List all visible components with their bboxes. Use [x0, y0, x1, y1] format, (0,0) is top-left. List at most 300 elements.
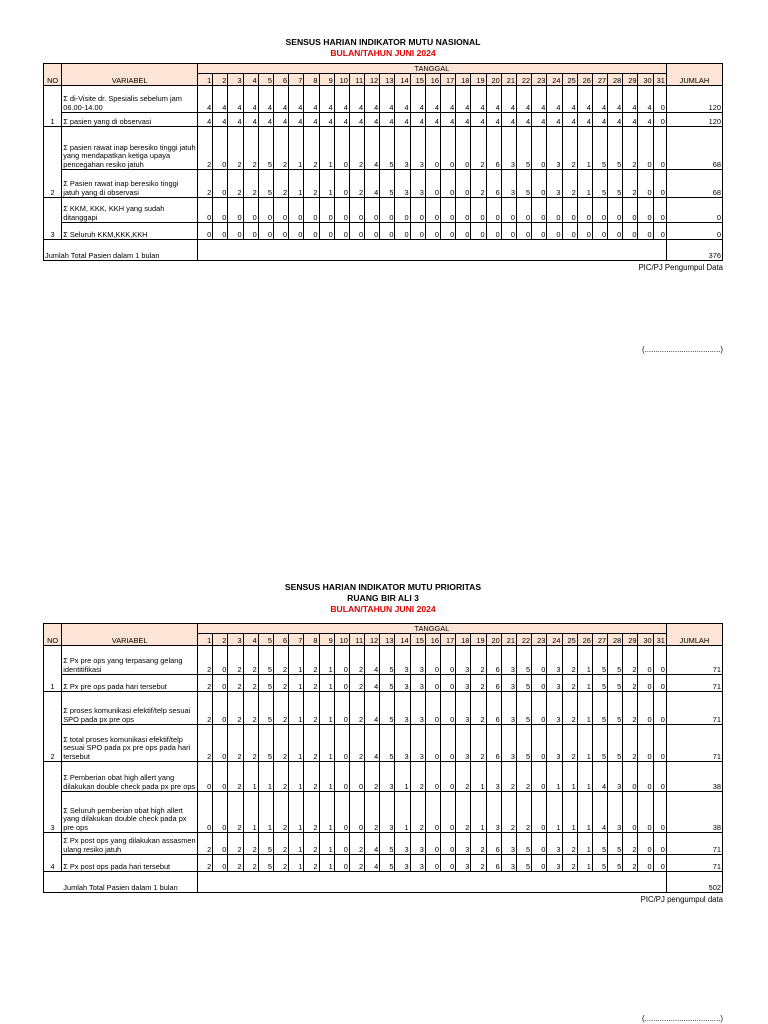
daily-value: 4 — [623, 113, 638, 127]
daily-value: 4 — [258, 86, 273, 113]
daily-value: 0 — [425, 223, 440, 240]
daily-value: 4 — [608, 113, 623, 127]
day-cell: 26 — [577, 74, 592, 86]
daily-value: 4 — [304, 113, 319, 127]
daily-value: 2 — [228, 675, 243, 692]
variable-label: Σ pasien yang di observasi — [62, 113, 198, 127]
daily-value: 1 — [289, 855, 304, 872]
daily-value: 2 — [365, 762, 380, 792]
daily-value: 0 — [198, 792, 213, 833]
daily-value: 2 — [228, 855, 243, 872]
daily-value: 2 — [198, 692, 213, 725]
daily-value: 4 — [577, 86, 592, 113]
daily-value: 4 — [456, 113, 471, 127]
daily-value: 0 — [638, 855, 653, 872]
variable-label: Σ KKM, KKK, KKH yang sudah ditanggapi — [62, 198, 198, 223]
daily-value: 4 — [395, 113, 410, 127]
daily-value: 3 — [608, 762, 623, 792]
daily-value: 0 — [653, 833, 666, 855]
section-indikator-nasional — [43, 37, 723, 354]
daily-value: 3 — [501, 833, 516, 855]
daily-value: 2 — [273, 675, 288, 692]
daily-value: 6 — [486, 833, 501, 855]
daily-value: 0 — [532, 762, 547, 792]
day-cell: 23 — [532, 74, 547, 86]
day-cell: 9 — [319, 634, 334, 646]
daily-value: 1 — [577, 127, 592, 170]
daily-value: 5 — [258, 692, 273, 725]
daily-value: 5 — [592, 646, 607, 675]
daily-value: 4 — [532, 113, 547, 127]
daily-value: 4 — [334, 113, 349, 127]
daily-value: 0 — [304, 198, 319, 223]
table1-period: BULAN/TAHUN JUNI 2024 — [330, 48, 436, 58]
daily-value: 2 — [471, 855, 486, 872]
day-cell: 29 — [623, 74, 638, 86]
daily-value: 2 — [410, 792, 425, 833]
daily-value: 2 — [228, 833, 243, 855]
row-number: 2 — [44, 692, 62, 762]
daily-value: 0 — [273, 198, 288, 223]
daily-value: 5 — [258, 127, 273, 170]
row-number: 2 — [44, 127, 62, 198]
daily-value: 1 — [289, 692, 304, 725]
daily-value: 1 — [577, 725, 592, 762]
daily-value: 0 — [425, 762, 440, 792]
table2-header-row — [44, 624, 723, 634]
daily-value: 0 — [334, 762, 349, 792]
daily-value: 4 — [425, 86, 440, 113]
daily-value: 3 — [410, 833, 425, 855]
daily-value: 0 — [198, 223, 213, 240]
daily-value: 5 — [258, 646, 273, 675]
daily-value: 3 — [410, 170, 425, 198]
day-cell: 30 — [638, 634, 653, 646]
daily-value: 4 — [532, 86, 547, 113]
daily-value: 2 — [304, 792, 319, 833]
daily-value: 1 — [319, 762, 334, 792]
daily-value: 0 — [228, 198, 243, 223]
daily-value: 4 — [365, 86, 380, 113]
variable-label: Σ Px post ops pada hari tersebut — [62, 855, 198, 872]
daily-value: 5 — [258, 675, 273, 692]
day-cell: 4 — [243, 634, 258, 646]
daily-value: 2 — [304, 762, 319, 792]
day-cell: 16 — [425, 74, 440, 86]
daily-value: 0 — [638, 792, 653, 833]
daily-value: 0 — [213, 675, 228, 692]
daily-value: 2 — [228, 762, 243, 792]
daily-value: 0 — [441, 170, 456, 198]
daily-value: 0 — [289, 223, 304, 240]
daily-value: 2 — [198, 675, 213, 692]
table1-total-row — [44, 240, 723, 261]
row-total: 38 — [666, 792, 722, 833]
daily-value: 3 — [410, 675, 425, 692]
daily-value: 0 — [441, 223, 456, 240]
day-cell: 22 — [516, 74, 531, 86]
daily-value: 6 — [486, 127, 501, 170]
daily-value: 0 — [198, 198, 213, 223]
daily-value: 2 — [562, 833, 577, 855]
daily-value: 1 — [577, 170, 592, 198]
daily-value: 3 — [547, 127, 562, 170]
daily-value: 0 — [638, 762, 653, 792]
daily-value: 5 — [516, 127, 531, 170]
daily-value: 4 — [349, 113, 364, 127]
daily-value: 0 — [395, 223, 410, 240]
header-variabel: VARIABEL — [62, 64, 198, 86]
daily-value: 1 — [319, 127, 334, 170]
daily-value: 6 — [486, 725, 501, 762]
daily-value: 0 — [516, 223, 531, 240]
total-label: Jumlah Total Pasien dalam 1 bulan — [44, 240, 198, 261]
day-cell: 8 — [304, 74, 319, 86]
daily-value: 2 — [243, 646, 258, 675]
day-cell: 24 — [547, 74, 562, 86]
daily-value: 5 — [380, 170, 395, 198]
daily-value: 5 — [592, 675, 607, 692]
row-number: 4 — [44, 833, 62, 872]
daily-value: 0 — [441, 692, 456, 725]
daily-value: 0 — [441, 762, 456, 792]
daily-value: 3 — [456, 725, 471, 762]
daily-value: 4 — [365, 855, 380, 872]
daily-value: 4 — [243, 86, 258, 113]
daily-value: 4 — [471, 113, 486, 127]
daily-value: 2 — [516, 762, 531, 792]
daily-value: 2 — [349, 127, 364, 170]
daily-value: 0 — [501, 198, 516, 223]
daily-value: 2 — [471, 725, 486, 762]
daily-value: 1 — [547, 762, 562, 792]
daily-value: 4 — [501, 86, 516, 113]
day-cell: 27 — [592, 634, 607, 646]
daily-value: 5 — [380, 833, 395, 855]
daily-value: 5 — [592, 855, 607, 872]
daily-value: 2 — [456, 762, 471, 792]
daily-value: 0 — [198, 762, 213, 792]
daily-value: 2 — [623, 692, 638, 725]
daily-value: 0 — [258, 223, 273, 240]
day-cell: 25 — [562, 74, 577, 86]
daily-value: 0 — [532, 675, 547, 692]
daily-value: 0 — [334, 198, 349, 223]
variable-label: Σ proses komunikasi efektif/telp sesuai SPO pada px pre ops — [62, 692, 198, 725]
daily-value: 2 — [198, 855, 213, 872]
daily-value: 4 — [562, 86, 577, 113]
variable-label: Σ Px pre ops pada hari tersebut — [62, 675, 198, 692]
daily-value: 1 — [577, 833, 592, 855]
daily-value: 3 — [501, 646, 516, 675]
row-total: 71 — [666, 692, 722, 725]
daily-value: 0 — [213, 792, 228, 833]
daily-value: 2 — [365, 792, 380, 833]
daily-value: 4 — [228, 86, 243, 113]
daily-value: 0 — [653, 675, 666, 692]
daily-value: 5 — [516, 855, 531, 872]
daily-value: 1 — [319, 646, 334, 675]
day-cell: 27 — [592, 74, 607, 86]
daily-value: 5 — [592, 725, 607, 762]
daily-value: 2 — [243, 127, 258, 170]
daily-value: 4 — [273, 86, 288, 113]
daily-value: 0 — [532, 692, 547, 725]
daily-value: 0 — [592, 198, 607, 223]
indicator-row — [44, 855, 723, 872]
daily-value: 2 — [349, 646, 364, 675]
daily-value: 4 — [562, 113, 577, 127]
daily-value: 3 — [608, 792, 623, 833]
day-cell: 22 — [516, 634, 531, 646]
daily-value: 0 — [441, 127, 456, 170]
variable-label: Σ Pemberian obat high allert yang dilakukan double check pada px pre ops — [62, 762, 198, 792]
daily-value: 1 — [577, 855, 592, 872]
daily-value: 1 — [471, 762, 486, 792]
daily-value: 3 — [501, 692, 516, 725]
header-jumlah: JUMLAH — [666, 64, 722, 86]
daily-value: 4 — [365, 113, 380, 127]
daily-value: 4 — [198, 86, 213, 113]
daily-value: 2 — [501, 762, 516, 792]
daily-value: 2 — [349, 833, 364, 855]
daily-value: 0 — [334, 170, 349, 198]
daily-value: 0 — [653, 170, 666, 198]
variable-label: Σ pasien rawat inap beresiko tinggi jatuh yang mendapatkan ketiga upaya pencegahan resiko jatuh — [62, 127, 198, 170]
day-cell: 28 — [608, 634, 623, 646]
daily-value: 2 — [562, 675, 577, 692]
table2-title: SENSUS HARIAN INDIKATOR MUTU PRIORITAS — [284, 582, 482, 592]
daily-value: 4 — [349, 86, 364, 113]
daily-value: 0 — [592, 223, 607, 240]
day-cell: 10 — [334, 74, 349, 86]
daily-value: 0 — [486, 198, 501, 223]
indicator-row — [44, 170, 723, 198]
daily-value: 0 — [501, 223, 516, 240]
daily-value: 4 — [365, 675, 380, 692]
table2-body — [44, 646, 723, 872]
daily-value: 5 — [592, 127, 607, 170]
daily-value: 4 — [395, 86, 410, 113]
daily-value: 5 — [380, 675, 395, 692]
daily-value: 0 — [623, 762, 638, 792]
daily-value: 1 — [319, 675, 334, 692]
daily-value: 1 — [395, 792, 410, 833]
daily-value: 5 — [608, 855, 623, 872]
daily-value: 2 — [273, 127, 288, 170]
daily-value: 0 — [365, 223, 380, 240]
day-cell: 19 — [471, 74, 486, 86]
daily-value: 5 — [516, 170, 531, 198]
day-cell: 7 — [289, 634, 304, 646]
indicator-row — [44, 113, 723, 127]
indicator-row — [44, 646, 723, 675]
daily-value: 3 — [410, 127, 425, 170]
daily-value: 0 — [334, 127, 349, 170]
daily-value: 0 — [349, 762, 364, 792]
day-cell: 17 — [441, 74, 456, 86]
daily-value: 5 — [592, 833, 607, 855]
daily-value: 0 — [319, 198, 334, 223]
daily-value: 4 — [365, 725, 380, 762]
daily-value: 0 — [319, 223, 334, 240]
row-number: 1 — [44, 86, 62, 127]
day-cell: 9 — [319, 74, 334, 86]
daily-value: 0 — [441, 725, 456, 762]
daily-value: 4 — [471, 86, 486, 113]
daily-value: 0 — [532, 725, 547, 762]
daily-value: 1 — [319, 725, 334, 762]
daily-value: 3 — [456, 675, 471, 692]
daily-value: 4 — [623, 86, 638, 113]
daily-value: 2 — [410, 762, 425, 792]
daily-value: 1 — [319, 170, 334, 198]
daily-value: 0 — [547, 198, 562, 223]
daily-value: 2 — [471, 646, 486, 675]
daily-value: 0 — [653, 223, 666, 240]
indicator-row — [44, 692, 723, 725]
daily-value: 0 — [213, 692, 228, 725]
daily-value: 4 — [425, 113, 440, 127]
daily-value: 2 — [243, 170, 258, 198]
day-cell: 13 — [380, 634, 395, 646]
daily-value: 4 — [319, 86, 334, 113]
day-cell: 14 — [395, 74, 410, 86]
daily-value: 4 — [441, 113, 456, 127]
daily-value: 3 — [547, 692, 562, 725]
daily-value: 0 — [638, 692, 653, 725]
header-no: NO — [44, 624, 62, 646]
daily-value: 3 — [395, 675, 410, 692]
daily-value: 2 — [243, 855, 258, 872]
daily-value: 2 — [228, 127, 243, 170]
daily-value: 6 — [486, 170, 501, 198]
day-cell: 6 — [273, 634, 288, 646]
daily-value: 3 — [395, 127, 410, 170]
daily-value: 3 — [547, 833, 562, 855]
day-cell: 20 — [486, 634, 501, 646]
day-cell: 15 — [410, 74, 425, 86]
daily-value: 0 — [456, 127, 471, 170]
row-total: 71 — [666, 725, 722, 762]
daily-value: 2 — [304, 127, 319, 170]
daily-value: 4 — [608, 86, 623, 113]
daily-value: 2 — [243, 725, 258, 762]
daily-value: 0 — [425, 792, 440, 833]
table2-total-row — [44, 872, 723, 893]
daily-value: 1 — [577, 792, 592, 833]
daily-value: 0 — [213, 223, 228, 240]
daily-value: 0 — [456, 198, 471, 223]
daily-value: 3 — [501, 725, 516, 762]
indicator-row — [44, 675, 723, 692]
daily-value: 3 — [501, 127, 516, 170]
daily-value: 4 — [319, 113, 334, 127]
day-cell: 31 — [653, 634, 666, 646]
daily-value: 1 — [319, 855, 334, 872]
daily-value: 5 — [608, 833, 623, 855]
daily-value: 2 — [198, 170, 213, 198]
daily-value: 5 — [608, 646, 623, 675]
daily-value: 3 — [547, 675, 562, 692]
daily-value: 0 — [273, 223, 288, 240]
daily-value: 4 — [380, 86, 395, 113]
daily-value: 0 — [334, 792, 349, 833]
daily-value: 2 — [304, 833, 319, 855]
daily-value: 3 — [380, 762, 395, 792]
daily-value: 3 — [456, 692, 471, 725]
daily-value: 4 — [243, 113, 258, 127]
daily-value: 3 — [395, 725, 410, 762]
row-total: 71 — [666, 675, 722, 692]
header-variabel: VARIABEL — [62, 624, 198, 646]
daily-value: 0 — [380, 198, 395, 223]
total-value: 502 — [666, 872, 722, 893]
total-value: 376 — [666, 240, 722, 261]
day-cell: 29 — [623, 634, 638, 646]
daily-value: 0 — [425, 855, 440, 872]
daily-value: 3 — [486, 762, 501, 792]
daily-value: 3 — [456, 646, 471, 675]
variable-label: Σ Seluruh KKM,KKK,KKH — [62, 223, 198, 240]
daily-value: 6 — [486, 675, 501, 692]
day-cell: 5 — [258, 634, 273, 646]
daily-value: 0 — [532, 833, 547, 855]
daily-value: 0 — [653, 855, 666, 872]
daily-value: 4 — [592, 86, 607, 113]
daily-value: 3 — [547, 725, 562, 762]
daily-value: 1 — [562, 792, 577, 833]
daily-value: 4 — [547, 86, 562, 113]
daily-value: 2 — [304, 692, 319, 725]
indicator-row — [44, 223, 723, 240]
daily-value: 2 — [623, 675, 638, 692]
daily-value: 4 — [304, 86, 319, 113]
daily-value: 0 — [425, 127, 440, 170]
variable-label: Σ total proses komunikasi efektif/telp sesuai SPO pada px pre ops pada hari tersebut — [62, 725, 198, 762]
daily-value: 5 — [592, 170, 607, 198]
signature-role: PIC/PJ Pengumpul Data — [638, 263, 723, 272]
daily-value: 0 — [349, 792, 364, 833]
daily-value: 2 — [228, 170, 243, 198]
daily-value: 0 — [456, 170, 471, 198]
daily-value: 5 — [516, 675, 531, 692]
daily-value: 2 — [562, 692, 577, 725]
header-tanggal: TANGGAL — [198, 624, 667, 634]
daily-value: 1 — [258, 762, 273, 792]
daily-value: 2 — [562, 170, 577, 198]
daily-value: 2 — [273, 692, 288, 725]
indicator-row — [44, 86, 723, 113]
day-cell: 4 — [243, 74, 258, 86]
table1-body — [44, 86, 723, 240]
daily-value: 0 — [334, 675, 349, 692]
daily-value: 0 — [638, 170, 653, 198]
day-cell: 11 — [349, 74, 364, 86]
daily-value: 0 — [532, 170, 547, 198]
daily-value: 1 — [577, 762, 592, 792]
daily-value: 1 — [319, 692, 334, 725]
daily-value: 5 — [516, 692, 531, 725]
daily-value: 3 — [547, 855, 562, 872]
daily-value: 3 — [456, 855, 471, 872]
daily-value: 2 — [273, 725, 288, 762]
row-total: 120 — [666, 86, 722, 113]
daily-value: 3 — [456, 833, 471, 855]
daily-value: 0 — [653, 86, 666, 113]
daily-value: 0 — [653, 198, 666, 223]
daily-value: 3 — [395, 855, 410, 872]
